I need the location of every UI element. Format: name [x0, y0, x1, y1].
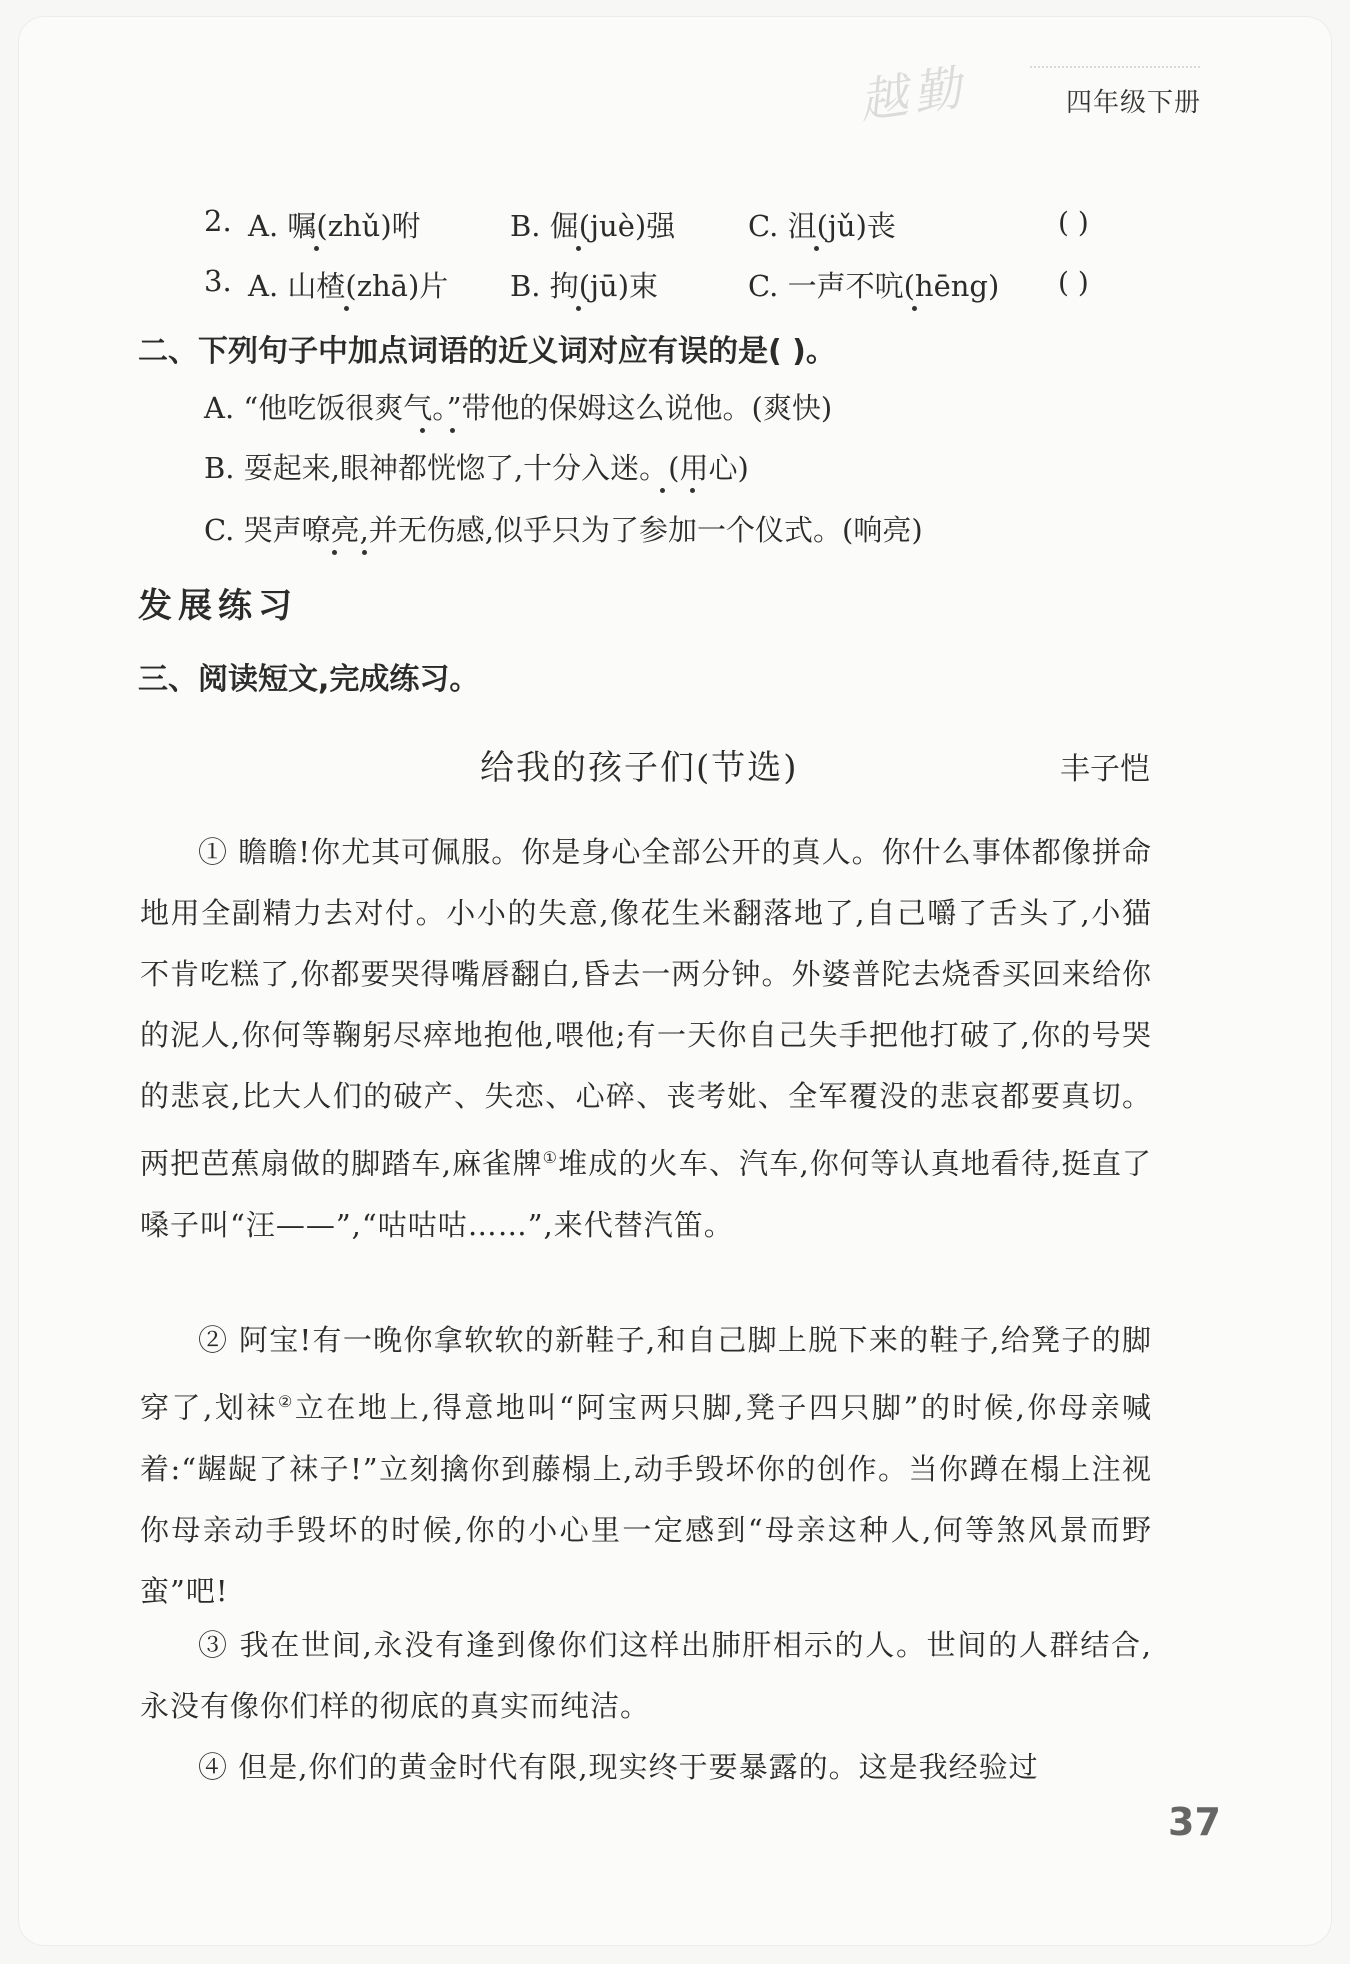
emphasis-dot [576, 246, 581, 251]
q1-item3-option-c: C. 一声不吭(hēng) [748, 269, 1000, 303]
emphasis-dot [332, 550, 337, 555]
emphasis-dot [576, 306, 581, 311]
q1-item2-option-b: B. 倔(juè)强 [510, 209, 676, 243]
emphasis-dot [660, 488, 665, 493]
q2-option-a: A. “他吃饭很爽气。”带他的保姆这么说他。(爽快) [204, 391, 833, 425]
section-heading: 发展练习 [138, 586, 298, 626]
q2-option-b: B. 耍起来,眼神都恍惚了,十分入迷。(用心) [204, 451, 749, 485]
q1-item3-number: 3. [204, 264, 232, 298]
paragraph-1-tail: 堆成的火车、汽车,你何等认真地看待,挺直了嗓子叫“汪——”,“咕咕咕……”,来代替汽笛。 [140, 1146, 1152, 1242]
q1-item2-answer-blank[interactable]: ( ) [1058, 206, 1089, 239]
emphasis-dot [314, 246, 319, 251]
paragraph-2-text-a: ② 阿宝!有一晚你拿软软的新鞋子,和自己脚上脱下来的鞋子,给凳子的脚穿了,划袜 [140, 1323, 1152, 1425]
q1-item2-option-a: A. 嘱(zhǔ)咐 [248, 209, 421, 243]
emphasis-dot [814, 246, 819, 251]
q1-item3-option-a: A. 山楂(zhā)片 [248, 269, 449, 303]
emphasis-dot [344, 306, 349, 311]
header-divider [1030, 66, 1200, 68]
q1-item3-option-b: B. 拘(jū)束 [510, 269, 659, 303]
emphasis-dot [912, 306, 917, 311]
paragraph-1-text: ① 瞻瞻!你尤其可佩服。你是身心全部公开的真人。你什么事体都像拼命地用全副精力去对付。小小的失意,像花生米翻落地了,自己嚼了舌头了,小猫不肯吃糕了,你都要哭得嘴唇翻白,昏去一两分钟。外婆普陀去烧香买回来给你的泥人,你何等鞠躬尽瘁地抱他,喂他;有一天你自己失手把他打破了,你的号哭的悲哀,比大人们的破产、失恋、心碎、丧考妣、全军覆没的悲哀都要真切。两把芭蕉扇做的脚踏车,麻雀牌 [140, 835, 1152, 1181]
q3-heading: 三、阅读短文,完成练习。 [138, 662, 480, 697]
passage-paragraph-4: ④ 但是,你们的黄金时代有限,现实终于要暴露的。这是我经验过 [198, 1750, 1039, 1784]
q1-item2-number: 2. [204, 204, 232, 238]
passage-paragraph-1 [140, 822, 1152, 1256]
emphasis-dot [690, 488, 695, 493]
emphasis-dot [362, 550, 367, 555]
publisher-logo: 越勤 [856, 59, 971, 130]
emphasis-dot [450, 428, 455, 433]
passage-author: 丰子恺 [1060, 752, 1150, 787]
footnote-marker-1: ① [542, 1148, 559, 1167]
passage-paragraph-3: ③ 我在世间,永没有逢到像你们这样出肺肝相示的人。世间的人群结合,永没有像你们样的彻底的真实而纯洁。 [140, 1628, 1152, 1723]
q1-item2-option-c: C. 沮(jǔ)丧 [748, 209, 896, 243]
grade-label: 四年级下册 [1066, 88, 1202, 118]
q2-option-c: C. 哭声嘹亮,并无伤感,似乎只为了参加一个仪式。(响亮) [204, 513, 923, 547]
passage-title: 给我的孩子们(节选) [480, 748, 799, 788]
page-number: 37 [1168, 1800, 1221, 1844]
paragraph-2-text-b: 立在地上,得意地叫“阿宝两只脚,凳子四只脚”的时候,你母亲喊着:“龌龊了袜子!”立刻擒你到藤榻上,动手毁坏你的创作。当你蹲在榻上注视你母亲动手毁坏的时候,你的小心里一定感到“母亲这种人,何等煞风景而野蛮”吧! [140, 1390, 1152, 1608]
passage-paragraph-2 [140, 1310, 1152, 1622]
footnote-marker-2: ② [277, 1392, 295, 1411]
emphasis-dot [420, 428, 425, 433]
q1-item3-answer-blank[interactable]: ( ) [1058, 266, 1089, 299]
q2-heading: 二、下列句子中加点词语的近义词对应有误的是( )。 [138, 334, 836, 369]
